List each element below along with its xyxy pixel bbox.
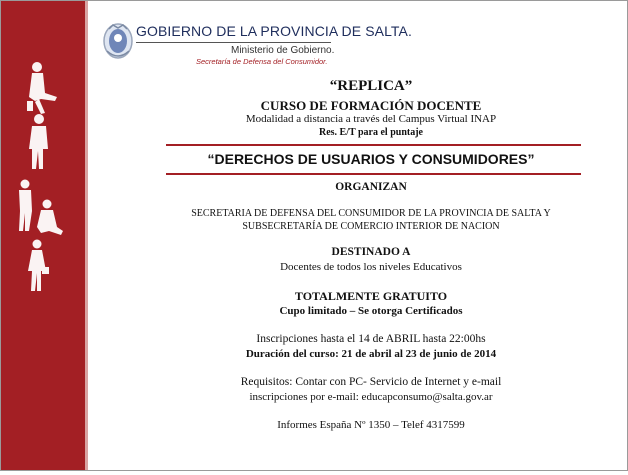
res-text: Res. E/T para el puntaje <box>319 127 423 138</box>
gratuito-heading: TOTALMENTE GRATUITO <box>294 289 448 303</box>
decorative-sidebar <box>1 1 85 470</box>
organizan-line-1: SECRETARIA DE DEFENSA DEL CONSUMIDOR DE LA PROVINCIA DE SALTA Y <box>191 208 551 219</box>
gobierno-title: GOBIERNO DE LA PROVINCIA DE SALTA. <box>136 23 412 39</box>
requisitos-text: Requisitos: Contar con PC- Servicio de Internet y e-mail <box>240 376 502 388</box>
people-silhouettes-icon <box>1 1 85 470</box>
organizan-line-2: SUBSECRETARÍA DE COMERCIO INTERIOR DE NACION <box>242 221 500 232</box>
gratuito-text: Cupo limitado – Se otorga Certificados <box>279 305 463 317</box>
banner-top-rule <box>166 144 581 146</box>
header-block <box>136 23 412 66</box>
destinado-text: Docentes de todos los niveles Educativos <box>280 261 462 273</box>
sidebar-edge <box>85 1 88 470</box>
informes-text: Informes España Nº 1350 – Telef 4317599 <box>277 419 465 431</box>
curso-title: CURSO DE FORMACIÓN DOCENTE <box>260 98 482 113</box>
ministerio-label: Ministerio de Gobierno. <box>231 45 335 56</box>
requisitos-email: inscripciones por e-mail: educapconsumo@salta.gov.ar <box>249 391 493 403</box>
salta-coat-of-arms-icon <box>101 21 135 61</box>
course-banner: “DERECHOS DE USUARIOS Y CONSUMIDORES” <box>207 151 535 167</box>
header-underline <box>136 42 331 43</box>
replica-title: “REPLICA” <box>329 78 413 94</box>
inscripciones-hasta: Inscripciones hasta el 14 de ABRIL hasta 22:00hs <box>256 333 486 345</box>
organizan-heading: ORGANIZAN <box>335 181 407 193</box>
secretaria-label: Secretaría de Defensa del Consumidor. <box>196 57 328 66</box>
duracion-text: Duración del curso: 21 de abril al 23 de junio de 2014 <box>245 348 497 360</box>
destinado-heading: DESTINADO A <box>331 246 411 258</box>
banner-bottom-rule <box>166 173 581 175</box>
modalidad-text: Modalidad a distancia a través del Campus Virtual INAP <box>245 113 497 125</box>
